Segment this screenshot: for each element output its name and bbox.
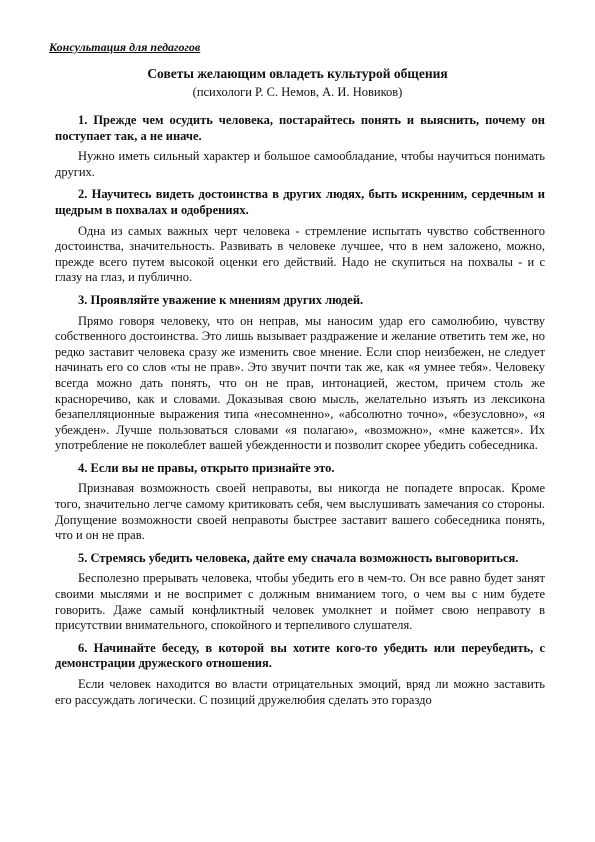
advice-paragraph: Признавая возможность своей неправоты, вы никогда не попадете впросак. Кроме того, значительно легче самому критиковать себя, чем выслушивать замечания со стороны. Допущение возможности своей неправоты быстрее заставит вашего собеседника понять, что и он не прав.	[55, 481, 545, 543]
advice-paragraph: Бесполезно прерывать человека, чтобы убедить его в чем-то. Он все равно будет занят своими мыслями и не воспримет с должным вниманием того, о чем вы с ним будете говорить. Даже самый конфликтный человек умолкнет и поймет свою неправоту в присутствии внимательного, спокойного и терпеливого слушателя.	[55, 571, 545, 633]
advice-heading: 5. Стремясь убедить человека, дайте ему сначала возможность выговориться.	[78, 550, 519, 565]
advice-section-5	[55, 551, 545, 634]
advice-paragraph: Если человек находится во власти отрицательных эмоций, вряд ли можно заставить его рассуждать логически. С позиций дружелюбия сделать это гораздо	[55, 677, 545, 707]
advice-paragraph: Нужно иметь сильный характер и большое самообладание, чтобы научиться понимать других.	[55, 149, 545, 179]
advice-section-1	[55, 113, 545, 180]
advice-heading: 3. Проявляйте уважение к мнениям других людей.	[78, 292, 364, 307]
header-note: Консультация для педагогов	[49, 40, 201, 54]
advice-paragraph: Прямо говоря человеку, что он неправ, мы наносим удар его самолюбию, чувству собственного достоинства. Это лишь вызывает раздражение и желание ответить тем же, но редко заставит человека сразу же изменить свое мнение. Если спор неизбежен, не следует начинать его со слов «ты не прав». Это звучит почти так же, как «я умнее тебя». Человеку всегда можно дать понять, что он не прав, интонацией, жестом, причем столь же красноречиво, как и словами. Доказывая свою мысль, желательно изъять из лексикона безапелляционные выражения типа «несомненно», «абсолютно точно», «безусловно», «я убежден». Лучше пользоваться словами «я полагаю», «возможно», «мне кажется». Их употребление не поколеблет вашей убежденности и позволит скорее убедить собеседника.	[55, 313, 545, 453]
document-body	[55, 113, 545, 715]
advice-section-4	[55, 461, 545, 544]
advice-section-3	[55, 293, 545, 454]
advice-paragraph: Одна из самых важных черт человека - стремление испытать чувство собственного достоинства, значительность. Развивать в человеке лучшее, что в нем заложено, можно, прежде всего путем высокой оценки его действий. Надо не скупиться на похвалы - и с глазу на глаз, и публично.	[55, 223, 545, 285]
advice-heading: 4. Если вы не правы, открыто признайте это.	[78, 460, 335, 475]
document-title: Советы желающим овладеть культурой общения	[147, 66, 448, 81]
advice-heading: 6. Начинайте беседу, в которой вы хотите кого-то убедить или переубедить, с демонстрации дружеского отношения.	[55, 640, 545, 671]
advice-section-2	[55, 187, 545, 286]
advice-section-6	[55, 641, 545, 708]
advice-heading: 2. Научитесь видеть достоинства в других людях, быть искренним, сердечным и щедрым в похвалах и одобрениях.	[55, 187, 545, 217]
advice-heading: 1. Прежде чем осудить человека, постарайтесь понять и выяснить, почему он поступает так, а не иначе.	[55, 113, 545, 143]
document-subtitle: (психологи Р. С. Немов, А. И. Новиков)	[192, 85, 403, 99]
